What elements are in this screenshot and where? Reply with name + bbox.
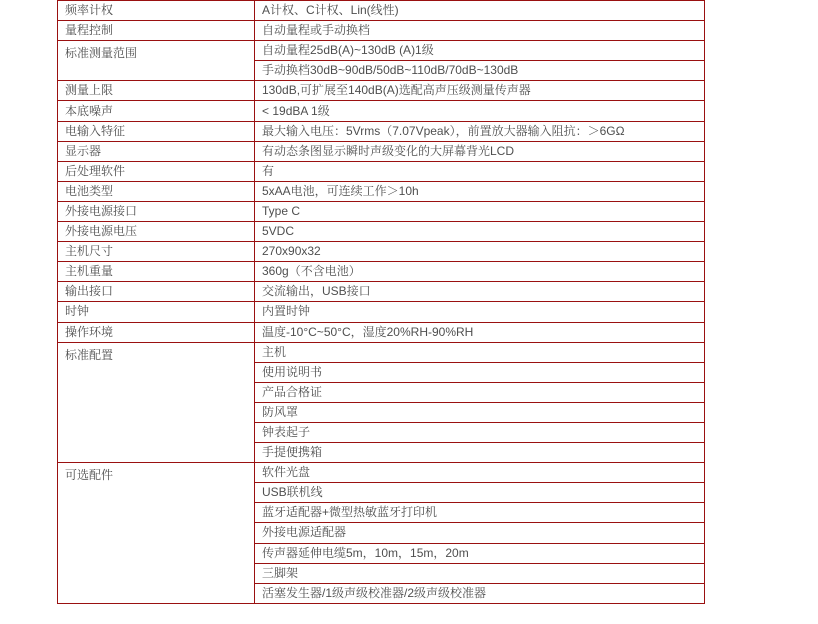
spec-value-cell: 外接电源适配器	[255, 523, 705, 543]
spec-value-cell: 交流输出，USB接口	[255, 282, 705, 302]
spec-value-cell: 有动态条图显示瞬时声级变化的大屏幕背光LCD	[255, 141, 705, 161]
spec-row	[58, 242, 705, 262]
spec-row	[58, 282, 705, 302]
spec-row	[58, 21, 705, 41]
spec-row	[58, 1, 705, 21]
spec-label-cell: 量程控制	[58, 21, 255, 41]
spec-value-cell: 5xAA电池，可连续工作＞10h	[255, 181, 705, 201]
spec-label-cell: 后处理软件	[58, 161, 255, 181]
spec-value-cell: Type C	[255, 201, 705, 221]
spec-row	[58, 201, 705, 221]
spec-value-cell: 有	[255, 161, 705, 181]
spec-label-cell: 测量上限	[58, 81, 255, 101]
spec-label-cell: 操作环境	[58, 322, 255, 342]
spec-table-body	[58, 1, 705, 604]
spec-row	[58, 222, 705, 242]
spec-value-cell: 三脚架	[255, 563, 705, 583]
spec-value-cell: 主机	[255, 342, 705, 362]
spec-value-cell: 5VDC	[255, 222, 705, 242]
spec-value-cell: 产品合格证	[255, 382, 705, 402]
spec-value-cell: 130dB,可扩展至140dB(A)选配高声压级测量传声器	[255, 81, 705, 101]
spec-label-cell: 可选配件	[58, 463, 255, 604]
spec-label-cell: 外接电源电压	[58, 222, 255, 242]
spec-value-cell: 内置时钟	[255, 302, 705, 322]
spec-value-cell: 自动量程或手动换档	[255, 21, 705, 41]
spec-row	[58, 101, 705, 121]
spec-label-cell: 显示器	[58, 141, 255, 161]
spec-value-cell: < 19dBA 1级	[255, 101, 705, 121]
spec-row	[58, 342, 705, 362]
spec-row	[58, 41, 705, 61]
spec-row	[58, 302, 705, 322]
spec-label-cell: 时钟	[58, 302, 255, 322]
spec-value-cell: 手动换档30dB~90dB/50dB~110dB/70dB~130dB	[255, 61, 705, 81]
spec-label-cell: 电输入特征	[58, 121, 255, 141]
spec-value-cell: 防风罩	[255, 402, 705, 422]
spec-label-cell: 频率计权	[58, 1, 255, 21]
spec-value-cell: 软件光盘	[255, 463, 705, 483]
spec-label-cell: 标准测量范围	[58, 41, 255, 81]
spec-value-cell: 360g（不含电池）	[255, 262, 705, 282]
spec-value-cell: 最大输入电压：5Vrms（7.07Vpeak），前置放大器输入阻抗：＞6GΩ	[255, 121, 705, 141]
spec-label-cell: 标准配置	[58, 342, 255, 463]
spec-label-cell: 外接电源接口	[58, 201, 255, 221]
spec-value-cell: A计权、C计权、Lin(线性)	[255, 1, 705, 21]
spec-row	[58, 161, 705, 181]
spec-label-cell: 主机重量	[58, 262, 255, 282]
spec-value-cell: 手提便携箱	[255, 443, 705, 463]
spec-row	[58, 141, 705, 161]
spec-label-cell: 本底噪声	[58, 101, 255, 121]
spec-row	[58, 322, 705, 342]
spec-row	[58, 81, 705, 101]
spec-value-cell: 270x90x32	[255, 242, 705, 262]
spec-row	[58, 181, 705, 201]
spec-value-cell: 蓝牙适配器+微型热敏蓝牙打印机	[255, 503, 705, 523]
spec-value-cell: 温度-10°C~50°C，湿度20%RH-90%RH	[255, 322, 705, 342]
spec-label-cell: 主机尺寸	[58, 242, 255, 262]
spec-value-cell: USB联机线	[255, 483, 705, 503]
spec-row	[58, 121, 705, 141]
spec-value-cell: 钟表起子	[255, 422, 705, 442]
spec-row	[58, 463, 705, 483]
spec-label-cell: 电池类型	[58, 181, 255, 201]
spec-value-cell: 传声器延伸电缆5m，10m，15m，20m	[255, 543, 705, 563]
spec-row	[58, 262, 705, 282]
spec-table	[57, 0, 705, 604]
spec-value-cell: 活塞发生器/1级声级校准器/2级声级校准器	[255, 583, 705, 603]
spec-label-cell: 输出接口	[58, 282, 255, 302]
spec-value-cell: 自动量程25dB(A)~130dB (A)1级	[255, 41, 705, 61]
spec-value-cell: 使用说明书	[255, 362, 705, 382]
